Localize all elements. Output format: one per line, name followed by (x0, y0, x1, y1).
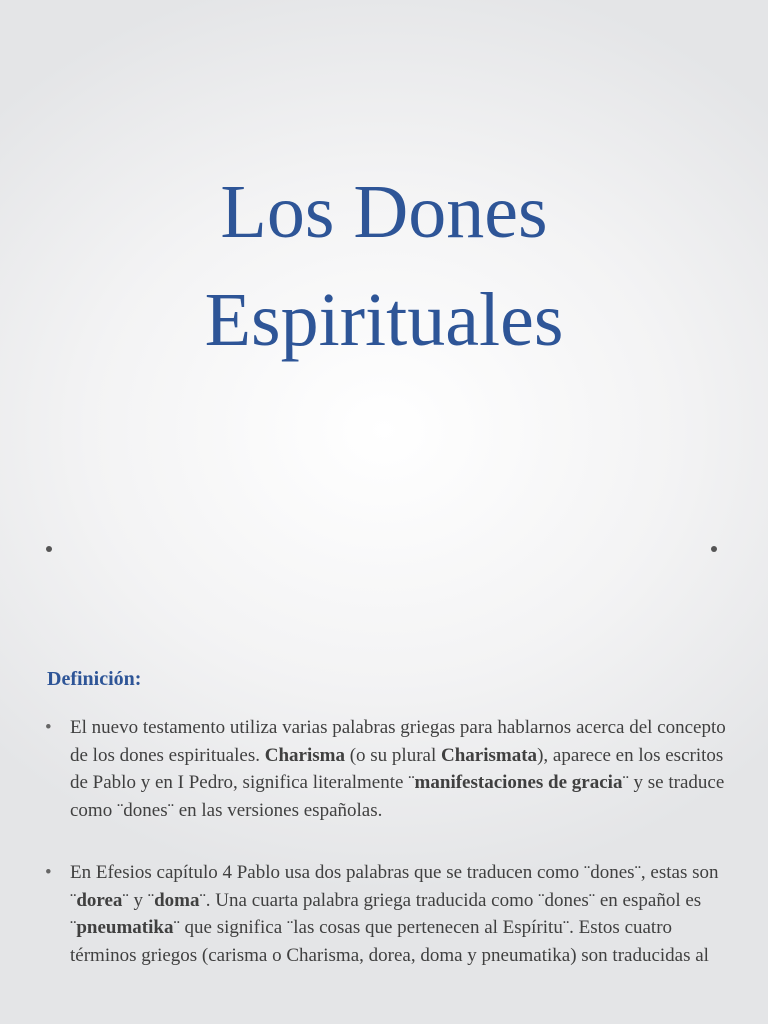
text-run: ¨ y ¨ (122, 889, 155, 911)
empty-bullet-dot-left (46, 546, 52, 552)
bullet-icon: • (45, 862, 52, 883)
slide-title (0, 158, 768, 374)
text-run: ), aparece en los escritos de Pablo y en I Pedro, significa literalmente ¨ (70, 744, 724, 793)
slide-title-line-1: Los Dones (220, 170, 548, 254)
bullet-icon: • (45, 717, 52, 738)
text-run: El nuevo testamento utiliza varias palabras griegas para hablarnos acerca del concepto de los dones espirituales. (70, 717, 726, 766)
definition-bullet-list (0, 714, 768, 969)
text-run: ¨ y se traduce como ¨dones¨ en las versiones españolas. (70, 772, 725, 821)
slide-title-line-2: Espirituales (204, 278, 564, 362)
definition-heading: Definición: (47, 668, 142, 690)
text-run: (o su plural (344, 744, 441, 766)
term-manifestaciones: manifestaciones de gracia (414, 772, 623, 793)
term-charismata: Charismata (441, 744, 538, 766)
empty-bullet-dot-right (711, 546, 717, 552)
text-run: ¨ que significa ¨las cosas que pertenecen al Espíritu¨. Estos cuatro términos griegos (carisma o Charisma, dorea, doma y pneumatika) son traducidas al (70, 917, 709, 966)
text-run: ¨. Una cuarta palabra griega traducida como ¨dones¨ en español es ¨ (70, 889, 702, 938)
term-dorea: dorea (76, 889, 123, 911)
term-charisma: Charisma (264, 744, 345, 766)
term-pneumatika: pneumatika (76, 917, 174, 938)
bullet-item-efesios (0, 859, 768, 969)
term-doma: doma (154, 889, 200, 911)
text-run: En Efesios capítulo 4 Pablo usa dos palabras que se traducen como ¨dones¨, estas son ¨ (70, 862, 719, 911)
bullet-item-charisma (0, 714, 768, 824)
